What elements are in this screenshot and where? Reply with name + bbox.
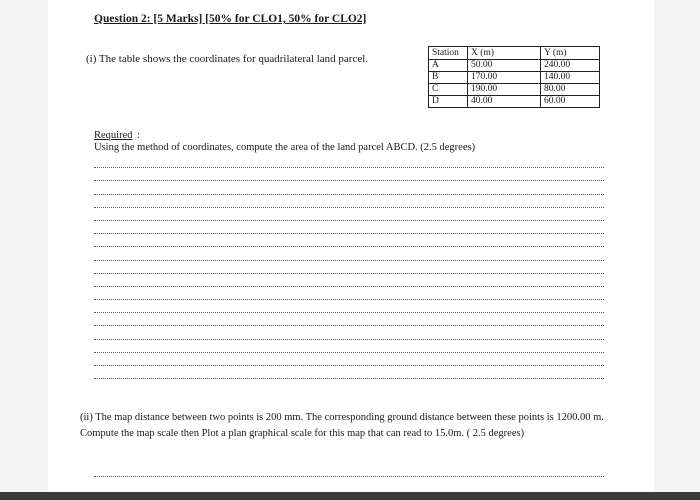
- answer-line: [94, 195, 604, 208]
- y-cell: 240.00: [541, 60, 600, 72]
- header-x: X (m): [468, 47, 541, 60]
- station-cell: D: [429, 96, 468, 108]
- table-row: [429, 60, 600, 72]
- station-cell: A: [429, 60, 468, 72]
- answer-line: [94, 221, 604, 234]
- y-cell: 140.00: [541, 72, 600, 84]
- part-one-text: (i) The table shows the coordinates for quadrilateral land parcel.: [86, 53, 369, 65]
- answer-line: [94, 168, 604, 181]
- answer-line: [94, 470, 604, 477]
- answer-line: [94, 353, 604, 366]
- answer-lines: [94, 155, 604, 379]
- required-colon: :: [137, 130, 140, 141]
- table-row: [429, 84, 600, 96]
- answer-line: [94, 261, 604, 274]
- bottom-bar: [0, 492, 700, 500]
- y-cell: 80.00: [541, 84, 600, 96]
- document-page: [48, 0, 654, 492]
- coordinates-table: [428, 46, 600, 108]
- x-cell: 170.00: [468, 72, 541, 84]
- y-cell: 60.00: [541, 96, 600, 108]
- header-y: Y (m): [541, 47, 600, 60]
- x-cell: 190.00: [468, 84, 541, 96]
- answer-line: [94, 340, 604, 353]
- table-row: [429, 72, 600, 84]
- answer-line: [94, 155, 604, 168]
- answer-line: [94, 313, 604, 326]
- required-text: Using the method of coordinates, compute the area of the land parcel ABCD. (2.5 degrees): [94, 142, 476, 153]
- part-two-text: (ii) The map distance between two points is 200 mm. The corresponding ground distance between these points is 1200.00 m. Compute the map scale then Plot a plan graphical scale for this map that can read to 15.0m. ( 2.5 degrees): [80, 412, 604, 439]
- header-station: Station: [429, 47, 468, 60]
- answer-line: [94, 287, 604, 300]
- answer-line: [94, 181, 604, 194]
- required-label: Required: [94, 130, 133, 141]
- answer-line: [94, 326, 604, 339]
- answer-line: [94, 208, 604, 221]
- answer-line: [94, 300, 604, 313]
- station-cell: B: [429, 72, 468, 84]
- question-title: Question 2: [5 Marks] [50% for CLO1, 50% for CLO2]: [94, 13, 367, 25]
- answer-line: [94, 247, 604, 260]
- table-header-row: [429, 47, 600, 60]
- station-cell: C: [429, 84, 468, 96]
- answer-line: [94, 234, 604, 247]
- table-row: [429, 96, 600, 108]
- x-cell: 50.00: [468, 60, 541, 72]
- answer-line: [94, 366, 604, 379]
- x-cell: 40.00: [468, 96, 541, 108]
- answer-line: [94, 274, 604, 287]
